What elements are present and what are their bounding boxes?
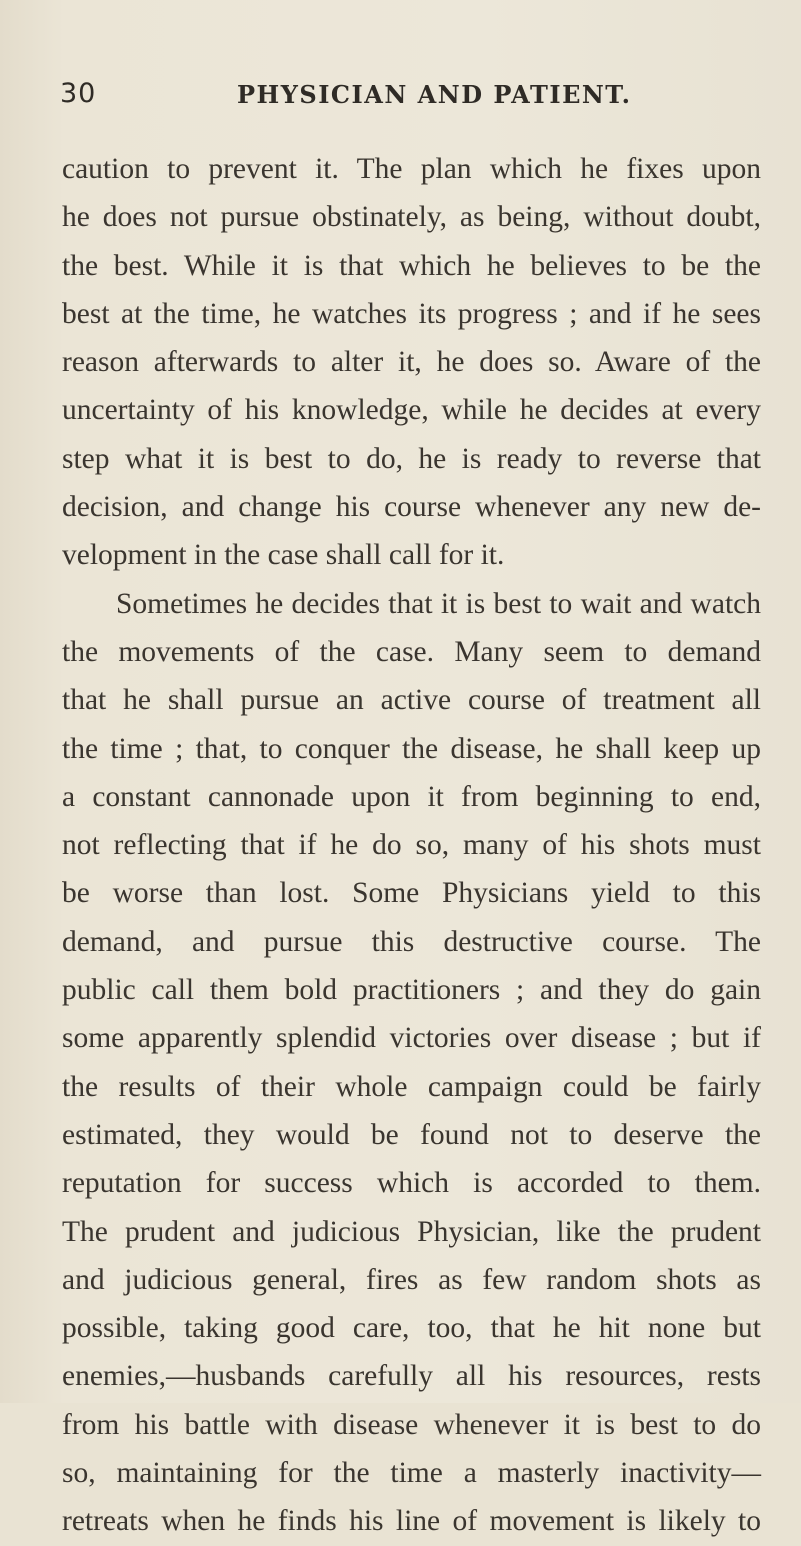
running-title: PHYSICIAN AND PATIENT. bbox=[237, 80, 632, 109]
text-line: best at the time, he watches its progress ; and if he sees bbox=[62, 297, 761, 330]
text-line: retreats when he finds his line of movement is likely to bbox=[62, 1505, 761, 1538]
text-line: not reflecting that if he do so, many of his shots must bbox=[62, 829, 761, 862]
text-line: step what it is best to do, he is ready to reverse that bbox=[62, 442, 761, 475]
body-text bbox=[62, 145, 761, 1546]
text-line: be worse than lost. Some Physicians yield to this bbox=[62, 877, 761, 910]
text-line: so, maintaining for the time a masterly inactivity— bbox=[62, 1457, 761, 1490]
page-number: 30 bbox=[60, 78, 97, 109]
paragraph-start-line: Sometimes he decides that it is best to wait and watch bbox=[116, 587, 761, 620]
text-line: some apparently splendid victories over disease ; but if bbox=[62, 1022, 761, 1055]
text-line: the time ; that, to conquer the disease, he shall keep up bbox=[62, 732, 761, 765]
text-line: that he shall pursue an active course of treatment all bbox=[62, 684, 761, 717]
paragraph-end-line: velopment in the case shall call for it. bbox=[62, 539, 505, 572]
text-line: caution to prevent it. The plan which he fixes upon bbox=[62, 153, 761, 185]
page-header bbox=[60, 78, 760, 118]
text-line: demand, and pursue this destructive course. The bbox=[62, 925, 761, 958]
text-line: uncertainty of his knowledge, while he decides at every bbox=[62, 394, 761, 427]
text-line: reason afterwards to alter it, he does so. Aware of the bbox=[62, 346, 761, 379]
text-line: from his battle with disease whenever it is best to do bbox=[62, 1408, 761, 1441]
text-line: The prudent and judicious Physician, like the prudent bbox=[62, 1215, 761, 1248]
text-line: decision, and change his course whenever any new de- bbox=[62, 491, 761, 524]
text-line: public call them bold practitioners ; and they do gain bbox=[62, 974, 761, 1007]
text-line: he does not pursue obstinately, as being, without doubt, bbox=[62, 201, 761, 234]
text-line: the movements of the case. Many seem to demand bbox=[62, 635, 761, 668]
text-line: and judicious general, fires as few random shots as bbox=[62, 1263, 761, 1296]
text-line: enemies,—husbands carefully all his resources, rests bbox=[62, 1360, 761, 1393]
text-line: reputation for success which is accorded to them. bbox=[62, 1167, 761, 1200]
text-line: a constant cannonade upon it from beginning to end, bbox=[62, 780, 761, 813]
text-line: the best. While it is that which he believes to be the bbox=[62, 249, 761, 282]
text-line: estimated, they would be found not to deserve the bbox=[62, 1118, 761, 1151]
text-line: the results of their whole campaign could be fairly bbox=[62, 1070, 761, 1103]
text-line: possible, taking good care, too, that he hit none but bbox=[62, 1312, 761, 1345]
